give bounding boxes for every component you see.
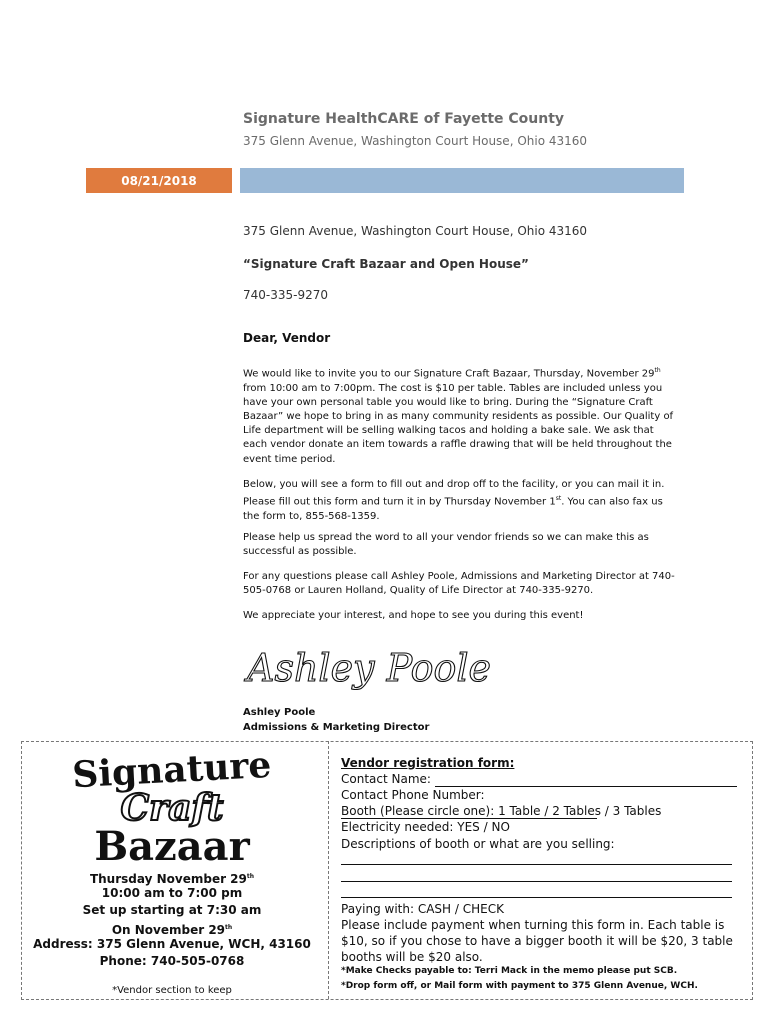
logo-bazaar-word: Bazaar xyxy=(94,823,250,870)
contact-phone-label: Contact Phone Number: xyxy=(341,788,485,802)
vendor-keep-note: *Vendor section to keep xyxy=(112,985,232,996)
descriptions-label: Descriptions of booth or what are you selling: xyxy=(341,837,615,851)
greeting: Dear, Vendor xyxy=(243,331,331,345)
event-title: “Signature Craft Bazaar and Open House” xyxy=(243,257,529,271)
payment-note: Please include payment when turning this form in. Each table is $10, so if you chose to have a bigger booth it will be $20, 3 table booths will be $20 also. xyxy=(341,918,733,964)
electricity-option[interactable]: Electricity needed: YES / NO xyxy=(341,820,510,834)
contact-name-label: Contact Name: xyxy=(341,772,431,786)
logo-craft-word: Craft xyxy=(120,787,224,829)
flyer-date-line: Thursday November 29th xyxy=(89,872,255,886)
header-accent-bar xyxy=(240,168,684,193)
craft-bazaar-logo xyxy=(71,743,273,870)
date-banner: 08/21/2018 xyxy=(86,168,232,193)
payment-method-option[interactable]: Paying with: CASH / CHECK xyxy=(341,902,504,916)
recipient-phone: 740-335-9270 xyxy=(243,288,329,302)
description-line-1[interactable] xyxy=(341,864,732,865)
signature-text: Ashley Poole xyxy=(247,646,492,690)
flyer-setup-line: Set up starting at 7:30 am xyxy=(82,903,262,917)
recipient-address: 375 Glenn Avenue, Washington Court House, Ohio 43160 xyxy=(243,224,588,238)
description-line-3[interactable] xyxy=(341,897,732,898)
flyer-setup-date: On November 29th xyxy=(111,923,233,937)
letter-paragraph-2: Below, you will see a form to fill out and drop off to the facility, or you can mail it in. Please fill out this form and turn it in by Thursday November 1st. You can also fax us the form to, 855-568-1359. xyxy=(243,479,665,522)
contact-name-row xyxy=(341,771,737,787)
letter-paragraph-3: Please help us spread the word to all your vendor friends so we can make this as successful as possible. xyxy=(243,532,649,558)
signature-image xyxy=(243,635,492,699)
signer-title: Admissions & Marketing Director xyxy=(243,722,430,733)
description-line-2[interactable] xyxy=(341,881,732,882)
drop-off-note: *Drop form off, or Mail form with payment to 375 Glenn Avenue, WCH. xyxy=(341,981,698,991)
signer-name: Ashley Poole xyxy=(243,707,316,718)
checks-note: *Make Checks payable to: Terri Mack in the memo please put SCB. xyxy=(341,966,678,976)
flyer-time-line: 10:00 am to 7:00 pm xyxy=(101,886,243,900)
logo-signature-word: Signature xyxy=(71,743,273,797)
vendor-section-divider xyxy=(328,741,329,999)
letter-paragraph-5: We appreciate your interest, and hope to see you during this event! xyxy=(243,610,584,621)
booth-option[interactable]: Booth (Please circle one): 1 Table / 2 Tables / 3 Tables xyxy=(341,804,662,818)
form-title: Vendor registration form: xyxy=(341,756,515,770)
organization-address: 375 Glenn Avenue, Washington Court House, Ohio 43160 xyxy=(243,134,588,148)
flyer-phone-line: Phone: 740-505-0768 xyxy=(99,954,245,968)
letter-paragraph-4: For any questions please call Ashley Poole, Admissions and Marketing Director at 740-505-0768 or Lauren Holland, Quality of Life Director at 740-335-9270. xyxy=(243,571,675,597)
organization-name: Signature HealthCARE of Fayette County xyxy=(243,111,565,127)
flyer-address-line: Address: 375 Glenn Avenue, WCH, 43160 xyxy=(33,937,311,951)
letter-paragraph-1: We would like to invite you to our Signature Craft Bazaar, Thursday, November 29th from 10:00 am to 7:00pm. The cost is $10 per table. Tables are included unless you have your own personal table you would like to bring. During the “Signature Craft Bazaar” we hope to bring in as many community residents as possible. Our Quality of Life department will be selling walking tacos and holding a bake sale. We ask that each vendor donate an item towards a raffle drawing that will be held throughout the event time period. xyxy=(243,367,674,465)
